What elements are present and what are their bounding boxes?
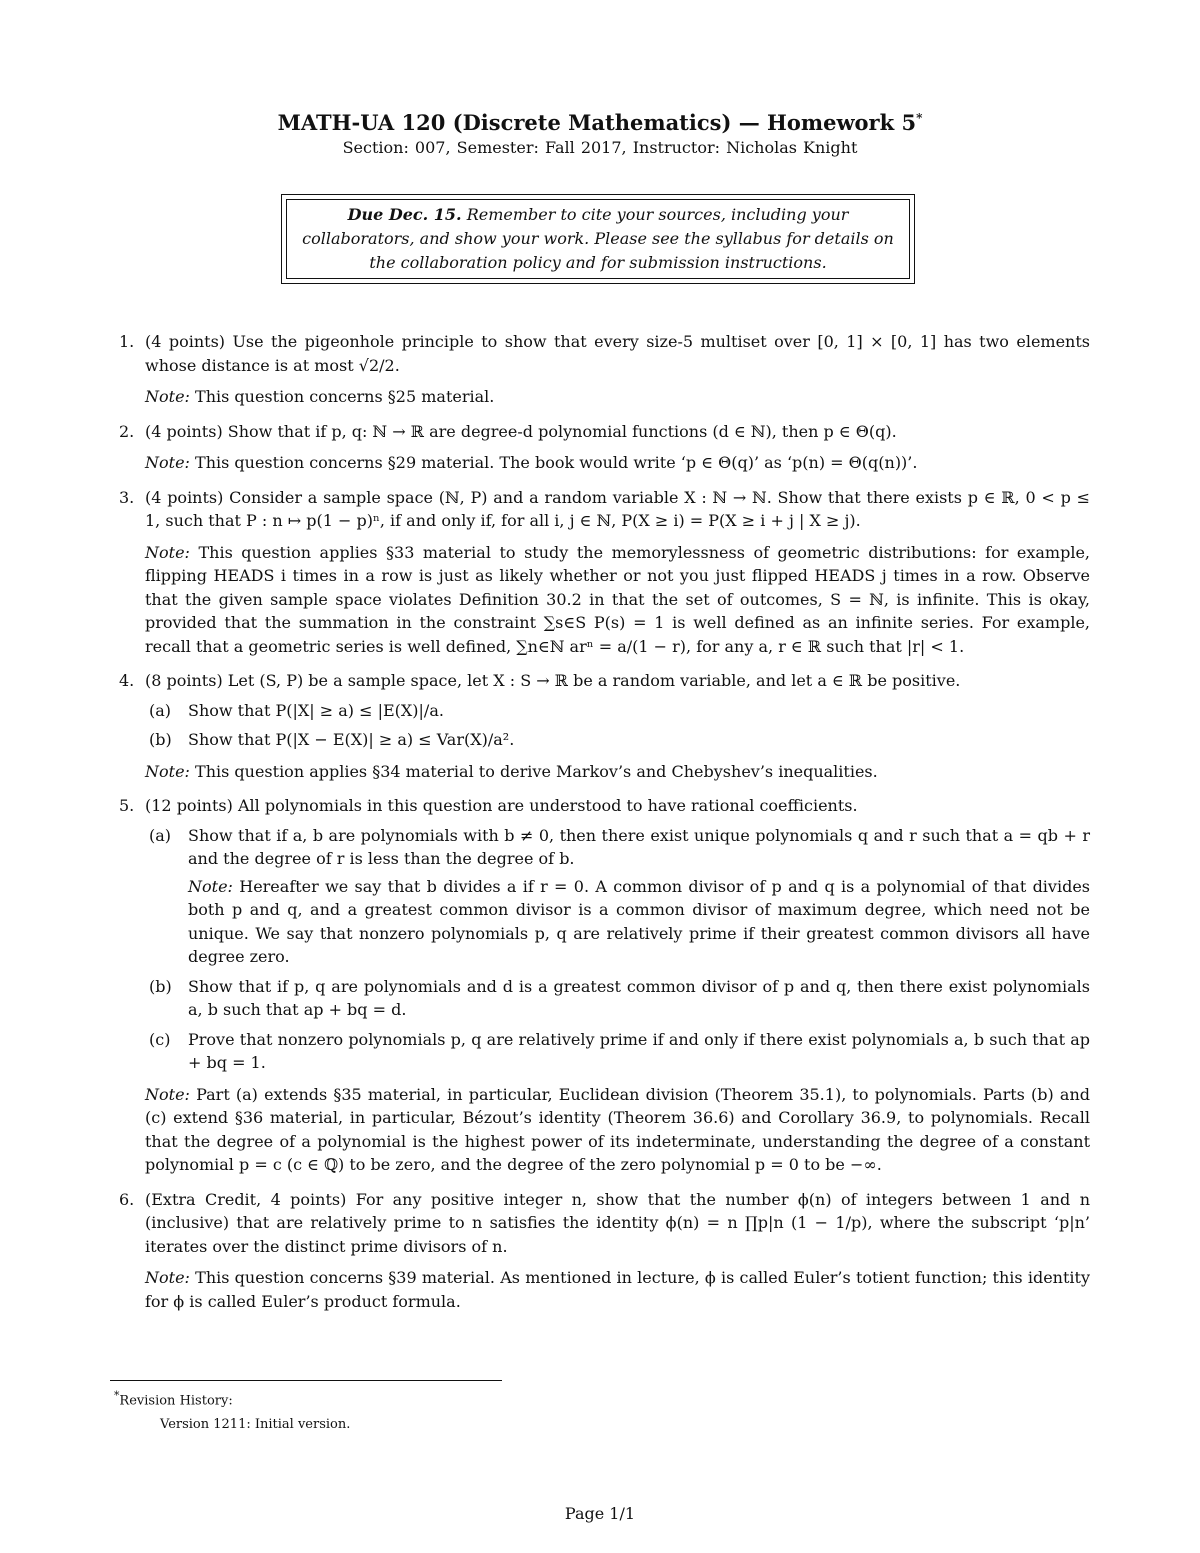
footnote-entry: Version 1211: Initial version. xyxy=(160,1417,351,1433)
note-label: Note: xyxy=(145,387,190,406)
question-number: 5. xyxy=(119,796,135,815)
question-note xyxy=(145,451,1090,475)
note-label: Note: xyxy=(145,542,190,562)
part-text: Prove that nonzero polynomials p, q are relatively prime if and only if there exist polynomials a, b such that ap + bq = 1. xyxy=(188,1029,1090,1072)
question-part-c xyxy=(145,1028,1090,1075)
instructions-text-block xyxy=(301,203,895,275)
question-part-a xyxy=(145,824,1090,969)
title-footnote-mark: * xyxy=(916,111,923,125)
question-text: (4 points) Show that if p, q: ℕ → ℝ are degree-d polynomial functions (d ∈ ℕ), then p ∈ Θ(q). xyxy=(145,421,897,441)
footnote-mark: * xyxy=(114,1389,120,1402)
part-label: (b) xyxy=(149,976,172,996)
question-text: (8 points) Let (S, P) be a sample space, let X : S → ℝ be a random variable, and let a ∈ ℝ be positive. xyxy=(145,671,961,690)
question-number: 3. xyxy=(119,487,135,507)
question-3 xyxy=(112,486,1090,659)
question-5 xyxy=(112,794,1090,1177)
part-text: Show that if a, b are polynomials with b ≠ 0, then there exist unique polynomials q and r such that a = qb + r and the degree of r is less than the degree of b. xyxy=(188,825,1090,868)
question-4 xyxy=(112,669,1090,783)
title-text: MATH-UA 120 (Discrete Mathematics) — Homework 5 xyxy=(277,110,917,135)
question-text: (4 points) Use the pigeonhole principle to show that every size-5 multiset over [0, 1] × [0, 1] has two elements whose distance is at most √2/2. xyxy=(145,332,1090,375)
note-text: Part (a) extends §35 material, in particular, Euclidean division (Theorem 35.1), to polynomials. Parts (b) and (c) extend §36 material, in particular, Bézout’s identity (Theorem 36.6) and Corollary 36.9, to polynomials. Recall that the degree of a polynomial is the highest power of its indeterminate, understanding the degree of a constant polynomial p = c (c ∈ ℚ) to be zero, and the degree of the zero polynomial p = 0 to be −∞. xyxy=(145,1084,1090,1174)
note-label: Note: xyxy=(145,761,190,781)
part-note xyxy=(188,875,1090,969)
question-2 xyxy=(112,420,1090,475)
question-6 xyxy=(112,1188,1090,1314)
footnote-rule xyxy=(110,1380,502,1381)
question-note xyxy=(145,760,1090,784)
due-date: Due Dec. 15. xyxy=(347,205,462,224)
note-text: This question concerns §39 material. As mentioned in lecture, ϕ is called Euler’s totient function; this identity for ϕ is called Euler’s product formula. xyxy=(145,1268,1090,1311)
part-text: Show that P(|X| ≥ a) ≤ |E(X)|/a. xyxy=(188,700,444,720)
instructions-text: Remember to cite your sources, including your collaborators, and show your work. Please see the syllabus for details on the collaboration policy and for submission instructions. xyxy=(302,205,894,272)
note-label: Note: xyxy=(188,876,233,896)
course-info: Section: 007, Semester: Fall 2017, Instructor: Nicholas Knight xyxy=(342,138,858,157)
part-text: Show that if p, q are polynomials and d is a greatest common divisor of p and q, then there exist polynomials a, b such that ap + bq = d. xyxy=(188,976,1090,1019)
part-label: (b) xyxy=(149,730,172,749)
question-number: 1. xyxy=(119,332,135,351)
note-label: Note: xyxy=(145,1084,190,1104)
instructions-box xyxy=(281,194,915,284)
question-part-b xyxy=(145,728,1090,752)
part-text: Show that P(|X − E(X)| ≥ a) ≤ Var(X)/a². xyxy=(188,730,515,749)
question-number: 2. xyxy=(119,421,135,441)
footnote xyxy=(110,1384,710,1437)
question-note xyxy=(145,541,1090,659)
question-list xyxy=(112,330,1090,1324)
note-label: Note: xyxy=(145,1268,190,1287)
note-label: Note: xyxy=(145,453,190,472)
question-number: 6. xyxy=(119,1189,135,1209)
note-text: This question concerns §29 material. The book would write ‘p ∈ Θ(q)’ as ‘p(n) = Θ(q(n))’. xyxy=(195,453,918,472)
footnote-heading: Revision History: xyxy=(119,1393,233,1409)
question-note xyxy=(145,385,1090,409)
question-text: (12 points) All polynomials in this question are understood to have rational coefficients. xyxy=(145,796,858,815)
question-text: (4 points) Consider a sample space (ℕ, P) and a random variable X : ℕ → ℕ. Show that there exists p ∈ ℝ, 0 < p ≤ 1, such that P : n ↦ p(1 − p)ⁿ, if and only if, for all i, j ∈ ℕ, P(X ≥ i) = P(X ≥ i + j | X ≥ j). xyxy=(145,487,1090,530)
part-label: (a) xyxy=(149,825,172,845)
page-number: Page 1/1 xyxy=(564,1504,636,1523)
footnote-heading-line xyxy=(110,1384,710,1413)
note-text: This question concerns §25 material. xyxy=(195,387,495,406)
question-number: 4. xyxy=(119,671,135,690)
question-part-a xyxy=(145,699,1090,723)
question-note xyxy=(145,1266,1090,1313)
note-text: Hereafter we say that b divides a if r = 0. A common divisor of p and q is a polynomial of that divides both p and q, and a greatest common divisor is a common divisor of maximum degree, which need not be unique. We say that nonzero polynomials p, q are relatively prime if their greatest common divisors all have degree zero. xyxy=(188,876,1091,966)
question-text: (Extra Credit, 4 points) For any positive integer n, show that the number ϕ(n) of integers between 1 and n (inclusive) that are relatively prime to n satisfies the identity ϕ(n) = n ∏p|n (1 − 1/p), where the subscript ‘p|n’ iterates over the distinct prime divisors of n. xyxy=(145,1189,1090,1256)
document-title xyxy=(0,110,1200,135)
question-1 xyxy=(112,330,1090,409)
question-part-b xyxy=(145,975,1090,1022)
part-label: (c) xyxy=(149,1029,171,1049)
instructions-box-inner xyxy=(286,199,910,279)
question-note xyxy=(145,1083,1090,1177)
part-label: (a) xyxy=(149,700,172,720)
note-text: This question applies §34 material to derive Markov’s and Chebyshev’s inequalities. xyxy=(195,761,878,781)
note-text: This question applies §33 material to study the memorylessness of geometric distributions: for example, flipping HEADS i times in a row is just as likely whether or not you just flipped HEADS j times in a row. Observe that the given sample space violates Definition 30.2 in that the set of outcomes, S = ℕ, is infinite. This is okay, provided that the summation in the constraint ∑s∈S P(s) = 1 is well defined as an infinite series. For example, recall that a geometric series is well defined, ∑n∈ℕ arⁿ = a/(1 − r), for any a, r ∈ ℝ such that |r| < 1. xyxy=(145,542,1091,656)
